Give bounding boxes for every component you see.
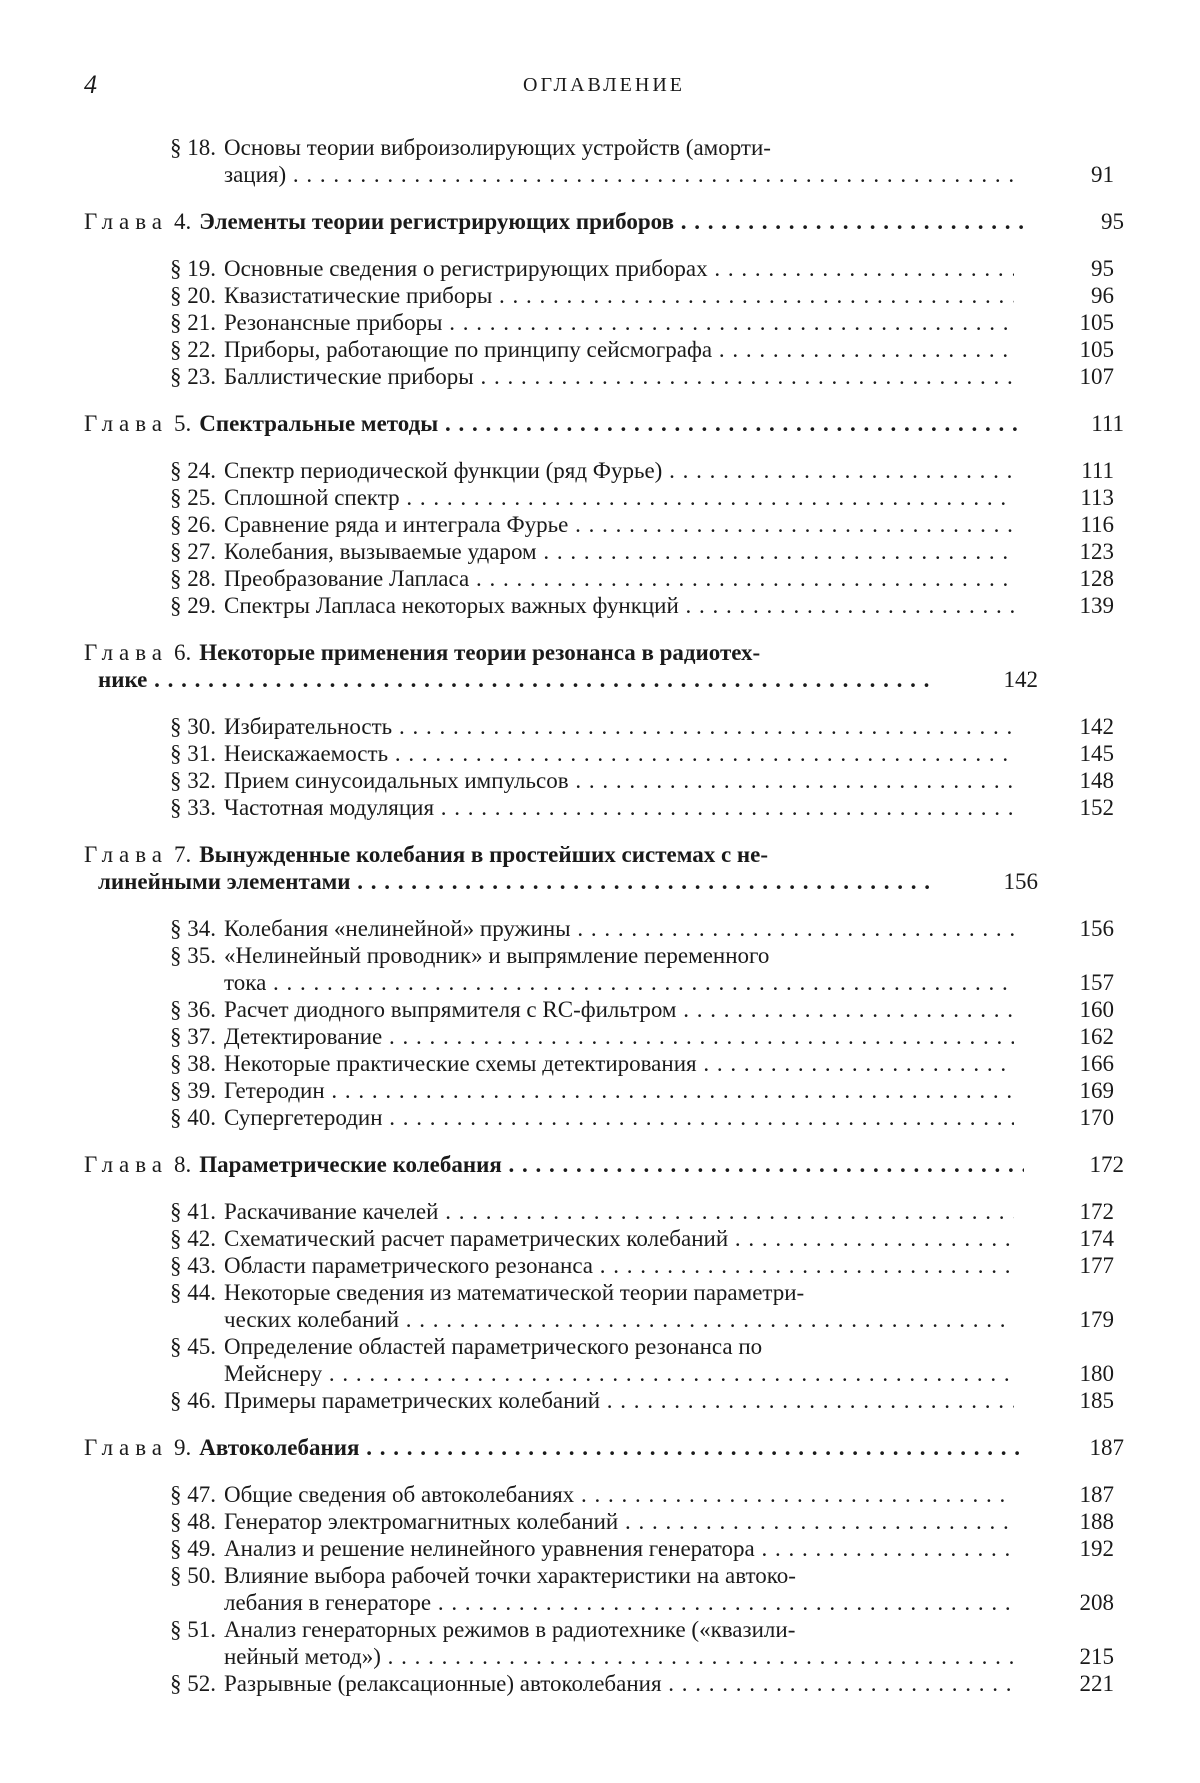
toc-section-line bbox=[84, 942, 1124, 969]
section-title: нейный метод») . . . bbox=[224, 1643, 1014, 1670]
toc-gap bbox=[84, 188, 1124, 208]
section-title: Влияние выбора рабочей точки характеристики на автоко- bbox=[224, 1562, 796, 1589]
section-title: Избирательность . . . bbox=[224, 713, 1014, 740]
chapter-number: 8. bbox=[174, 1151, 199, 1178]
section-title: Анализ генераторных режимов в радиотехнике («квазили- bbox=[224, 1616, 795, 1643]
toc-section-line bbox=[84, 1252, 1124, 1279]
toc-section-line bbox=[84, 538, 1124, 565]
section-number: § 52. bbox=[84, 1670, 224, 1697]
chapter-title: нике . . . bbox=[98, 666, 938, 693]
section-title: Основные сведения о регистрирующих приборах . . . bbox=[224, 255, 1014, 282]
page-ref: 179 bbox=[1014, 1306, 1114, 1333]
section-title: Генератор электромагнитных колебаний . . . bbox=[224, 1508, 1014, 1535]
section-number: § 45. bbox=[84, 1333, 224, 1360]
section-title: Супергетеродин . . . bbox=[224, 1104, 1014, 1131]
running-head: ОГЛАВЛЕНИЕ bbox=[84, 74, 1124, 97]
section-number: § 37. bbox=[84, 1023, 224, 1050]
toc-gap bbox=[84, 235, 1124, 255]
section-number: § 32. bbox=[84, 767, 224, 794]
page-ref: 160 bbox=[1014, 996, 1114, 1023]
page-ref: 91 bbox=[1014, 161, 1114, 188]
page-ref: 177 bbox=[1014, 1252, 1114, 1279]
toc-chapter-line bbox=[84, 1434, 1124, 1461]
toc-section-line bbox=[84, 1104, 1124, 1131]
page-ref: 123 bbox=[1014, 538, 1114, 565]
page-ref: 105 bbox=[1014, 336, 1114, 363]
page-ref: 157 bbox=[1014, 969, 1114, 996]
section-number: § 51. bbox=[84, 1616, 224, 1643]
section-title: зация) . . . bbox=[224, 161, 1014, 188]
toc-gap bbox=[84, 390, 1124, 410]
toc-gap bbox=[84, 895, 1124, 915]
page-ref: 185 bbox=[1014, 1387, 1114, 1414]
page-ref: 139 bbox=[1014, 592, 1114, 619]
section-number: § 24. bbox=[84, 457, 224, 484]
toc-section-line bbox=[84, 1225, 1124, 1252]
page-number: 4 bbox=[84, 70, 97, 100]
section-title: Некоторые практические схемы детектирования . . . bbox=[224, 1050, 1014, 1077]
section-number: § 47. bbox=[84, 1481, 224, 1508]
page-ref: 170 bbox=[1014, 1104, 1114, 1131]
section-number: § 49. bbox=[84, 1535, 224, 1562]
section-title: Анализ и решение нелинейного уравнения генератора . . . bbox=[224, 1535, 1014, 1562]
page-ref: 96 bbox=[1014, 282, 1114, 309]
toc-gap bbox=[84, 1131, 1124, 1151]
section-number: § 19. bbox=[84, 255, 224, 282]
section-title: Сплошной спектр . . . bbox=[224, 484, 1014, 511]
section-number: § 48. bbox=[84, 1508, 224, 1535]
chapter-number: 4. bbox=[174, 208, 199, 235]
section-number: § 41. bbox=[84, 1198, 224, 1225]
section-title: Неискажаемость . . . bbox=[224, 740, 1014, 767]
section-title: Детектирование . . . bbox=[224, 1023, 1014, 1050]
section-number: § 34. bbox=[84, 915, 224, 942]
page-ref: 221 bbox=[1014, 1670, 1114, 1697]
chapter-number: 5. bbox=[174, 410, 199, 437]
section-title: Спектры Лапласа некоторых важных функций . . . bbox=[224, 592, 1014, 619]
section-number: § 50. bbox=[84, 1562, 224, 1589]
toc-section-line bbox=[84, 484, 1124, 511]
page-ref: 95 bbox=[1024, 208, 1124, 235]
chapter-title: Спектральные методы . . . bbox=[199, 410, 1024, 437]
page-ref: 188 bbox=[1014, 1508, 1114, 1535]
page-ref: 208 bbox=[1014, 1589, 1114, 1616]
toc-section-line bbox=[84, 592, 1124, 619]
section-title: Колебания «нелинейной» пружины . . . bbox=[224, 915, 1014, 942]
section-title: Преобразование Лапласа . . . bbox=[224, 565, 1014, 592]
section-title: Квазистатические приборы . . . bbox=[224, 282, 1014, 309]
toc-section-line bbox=[84, 282, 1124, 309]
chapter-label: Глава bbox=[84, 1151, 174, 1178]
toc-section-line bbox=[84, 1360, 1124, 1387]
page-ref: 105 bbox=[1014, 309, 1114, 336]
page-ref: 180 bbox=[1014, 1360, 1114, 1387]
page-ref: 166 bbox=[1014, 1050, 1114, 1077]
page-ref: 172 bbox=[1024, 1151, 1124, 1178]
toc-section-line bbox=[84, 1387, 1124, 1414]
section-number: § 29. bbox=[84, 592, 224, 619]
section-title: Разрывные (релаксационные) автоколебания . . . bbox=[224, 1670, 1014, 1697]
section-number: § 44. bbox=[84, 1279, 224, 1306]
page-ref: 174 bbox=[1014, 1225, 1114, 1252]
chapter-label: Глава bbox=[84, 208, 174, 235]
page-ref: 142 bbox=[938, 666, 1038, 693]
toc-section-line bbox=[84, 511, 1124, 538]
toc-section-line bbox=[84, 915, 1124, 942]
toc-gap bbox=[84, 1414, 1124, 1434]
toc-gap bbox=[84, 821, 1124, 841]
toc-chapter-line bbox=[84, 666, 1124, 693]
section-title: Сравнение ряда и интеграла Фурье . . . bbox=[224, 511, 1014, 538]
page-ref: 156 bbox=[938, 868, 1038, 895]
page-ref: 128 bbox=[1014, 565, 1114, 592]
section-title: Некоторые сведения из математической теории параметри- bbox=[224, 1279, 804, 1306]
chapter-label: Глава bbox=[84, 639, 174, 666]
page-ref: 145 bbox=[1014, 740, 1114, 767]
section-title: Приборы, работающие по принципу сейсмографа . . . bbox=[224, 336, 1014, 363]
section-number: § 33. bbox=[84, 794, 224, 821]
toc-section-line bbox=[84, 565, 1124, 592]
section-number: § 21. bbox=[84, 309, 224, 336]
chapter-title: Некоторые применения теории резонанса в радиотех- bbox=[199, 639, 760, 666]
chapter-label: Глава bbox=[84, 1434, 174, 1461]
toc-section-line bbox=[84, 794, 1124, 821]
document-page bbox=[0, 0, 1200, 1783]
section-title: Схематический расчет параметрических колебаний . . . bbox=[224, 1225, 1014, 1252]
toc-section-line bbox=[84, 1050, 1124, 1077]
toc-chapter-line bbox=[84, 410, 1124, 437]
toc-section-line bbox=[84, 1306, 1124, 1333]
section-title: Мейснеру . . . bbox=[224, 1360, 1014, 1387]
section-number: § 42. bbox=[84, 1225, 224, 1252]
page-ref: 107 bbox=[1014, 363, 1114, 390]
section-number: § 39. bbox=[84, 1077, 224, 1104]
toc-section-line bbox=[84, 1562, 1124, 1589]
toc-section-line bbox=[84, 713, 1124, 740]
toc-gap bbox=[84, 1461, 1124, 1481]
section-number: § 28. bbox=[84, 565, 224, 592]
toc-chapter-line bbox=[84, 639, 1124, 666]
section-number: § 43. bbox=[84, 1252, 224, 1279]
toc-section-line bbox=[84, 1589, 1124, 1616]
chapter-title: Элементы теории регистрирующих приборов . . . bbox=[199, 208, 1024, 235]
page-ref: 142 bbox=[1014, 713, 1114, 740]
section-title: Баллистические приборы . . . bbox=[224, 363, 1014, 390]
toc-section-line bbox=[84, 996, 1124, 1023]
page-ref: 111 bbox=[1014, 457, 1114, 484]
toc-section-line bbox=[84, 1279, 1124, 1306]
toc-section-line bbox=[84, 1616, 1124, 1643]
section-number: § 23. bbox=[84, 363, 224, 390]
section-title: Частотная модуляция . . . bbox=[224, 794, 1014, 821]
section-number: § 46. bbox=[84, 1387, 224, 1414]
section-title: Области параметрического резонанса . . . bbox=[224, 1252, 1014, 1279]
section-number: § 20. bbox=[84, 282, 224, 309]
toc-section-line bbox=[84, 1508, 1124, 1535]
toc-chapter-line bbox=[84, 1151, 1124, 1178]
toc-section-line bbox=[84, 1535, 1124, 1562]
toc-section-line bbox=[84, 134, 1124, 161]
section-title: Спектр периодической функции (ряд Фурье) . . . bbox=[224, 457, 1014, 484]
section-number: § 25. bbox=[84, 484, 224, 511]
section-title: Колебания, вызываемые ударом . . . bbox=[224, 538, 1014, 565]
toc-section-line bbox=[84, 1643, 1124, 1670]
toc-section-line bbox=[84, 363, 1124, 390]
page-ref: 187 bbox=[1024, 1434, 1124, 1461]
chapter-label: Глава bbox=[84, 410, 174, 437]
page-ref: 116 bbox=[1014, 511, 1114, 538]
section-title: Прием синусоидальных импульсов . . . bbox=[224, 767, 1014, 794]
section-number: § 31. bbox=[84, 740, 224, 767]
page-ref: 162 bbox=[1014, 1023, 1114, 1050]
page-header bbox=[84, 70, 1124, 106]
section-number: § 38. bbox=[84, 1050, 224, 1077]
chapter-title: Вынужденные колебания в простейших системах с не- bbox=[199, 841, 768, 868]
chapter-number: 7. bbox=[174, 841, 199, 868]
section-number: § 40. bbox=[84, 1104, 224, 1131]
chapter-title: Параметрические колебания . . . bbox=[199, 1151, 1024, 1178]
section-title: Основы теории виброизолирующих устройств (аморти- bbox=[224, 134, 771, 161]
page-ref: 156 bbox=[1014, 915, 1114, 942]
section-number: § 30. bbox=[84, 713, 224, 740]
toc-section-line bbox=[84, 740, 1124, 767]
section-number: § 26. bbox=[84, 511, 224, 538]
toc-section-line bbox=[84, 969, 1124, 996]
section-title: лебания в генераторе . . . bbox=[224, 1589, 1014, 1616]
chapter-title: Автоколебания . . . bbox=[199, 1434, 1024, 1461]
toc-section-line bbox=[84, 1077, 1124, 1104]
page-ref: 95 bbox=[1014, 255, 1114, 282]
toc-section-line bbox=[84, 1333, 1124, 1360]
table-of-contents bbox=[84, 134, 1124, 1697]
toc-gap bbox=[84, 437, 1124, 457]
toc-section-line bbox=[84, 309, 1124, 336]
page-ref: 172 bbox=[1014, 1198, 1114, 1225]
toc-section-line bbox=[84, 1670, 1124, 1697]
toc-section-line bbox=[84, 767, 1124, 794]
section-title: Гетеродин . . . bbox=[224, 1077, 1014, 1104]
toc-section-line bbox=[84, 161, 1124, 188]
section-title: Резонансные приборы . . . bbox=[224, 309, 1014, 336]
toc-gap bbox=[84, 693, 1124, 713]
chapter-label: Глава bbox=[84, 841, 174, 868]
section-title: тока . . . bbox=[224, 969, 1014, 996]
section-title: Примеры параметрических колебаний . . . bbox=[224, 1387, 1014, 1414]
section-title: Раскачивание качелей . . . bbox=[224, 1198, 1014, 1225]
chapter-number: 6. bbox=[174, 639, 199, 666]
toc-chapter-line bbox=[84, 868, 1124, 895]
page-ref: 152 bbox=[1014, 794, 1114, 821]
section-title: Расчет диодного выпрямителя с RC-фильтром . . . bbox=[224, 996, 1014, 1023]
section-number: § 36. bbox=[84, 996, 224, 1023]
toc-chapter-line bbox=[84, 208, 1124, 235]
page-ref: 111 bbox=[1024, 410, 1124, 437]
page-ref: 187 bbox=[1014, 1481, 1114, 1508]
toc-gap bbox=[84, 1178, 1124, 1198]
page-ref: 148 bbox=[1014, 767, 1114, 794]
toc-chapter-line bbox=[84, 841, 1124, 868]
section-title: ческих колебаний . . . bbox=[224, 1306, 1014, 1333]
toc-section-line bbox=[84, 1023, 1124, 1050]
page-ref: 113 bbox=[1014, 484, 1114, 511]
toc-section-line bbox=[84, 457, 1124, 484]
chapter-number: 9. bbox=[174, 1434, 199, 1461]
page-ref: 192 bbox=[1014, 1535, 1114, 1562]
section-title: Определение областей параметрического резонанса по bbox=[224, 1333, 762, 1360]
page-ref: 169 bbox=[1014, 1077, 1114, 1104]
section-number: § 27. bbox=[84, 538, 224, 565]
toc-section-line bbox=[84, 1481, 1124, 1508]
toc-section-line bbox=[84, 255, 1124, 282]
section-title: «Нелинейный проводник» и выпрямление переменного bbox=[224, 942, 769, 969]
section-number: § 35. bbox=[84, 942, 224, 969]
section-title: Общие сведения об автоколебаниях . . . bbox=[224, 1481, 1014, 1508]
toc-section-line bbox=[84, 336, 1124, 363]
toc-section-line bbox=[84, 1198, 1124, 1225]
page-ref: 215 bbox=[1014, 1643, 1114, 1670]
section-number: § 18. bbox=[84, 134, 224, 161]
chapter-title: линейными элементами . . . bbox=[98, 868, 938, 895]
toc-gap bbox=[84, 619, 1124, 639]
section-number: § 22. bbox=[84, 336, 224, 363]
